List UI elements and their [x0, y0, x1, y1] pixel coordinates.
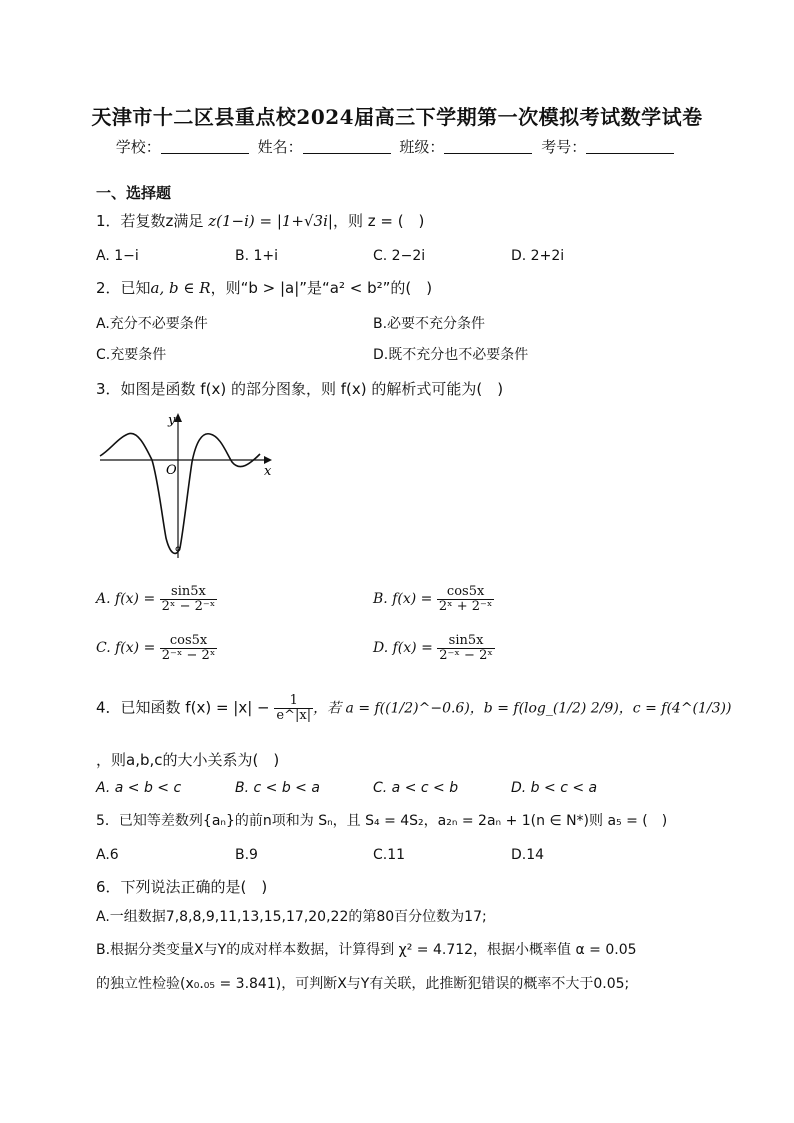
q1-expr: z(1−i) = |1+√3i| [208, 212, 333, 230]
q4-option-d[interactable]: D. b < c < a [511, 780, 598, 796]
class-blank[interactable] [444, 139, 532, 154]
q2-option-d[interactable]: D.既不充分也不必要条件 [373, 347, 529, 363]
q6-statement-b-line1: B.根据分类变量X与Y的成对样本数据，计算得到 χ² = 4.712，根据小概率值 α = 0.05 [96, 942, 637, 958]
q3-d-label: D. f(x) = [373, 640, 433, 657]
q4-fraction [274, 694, 313, 722]
q1-option-a[interactable]: A. 1−i [96, 248, 139, 264]
q4-option-b[interactable]: B. c < b < a [235, 780, 320, 796]
question-1 [96, 210, 424, 231]
q1-option-c[interactable]: C. 2−2i [373, 248, 426, 264]
school-blank[interactable] [161, 139, 249, 154]
q3-d-fraction [437, 634, 495, 662]
q2-vars: a, b ∈ R [150, 279, 211, 297]
q3-option-c[interactable] [96, 634, 217, 662]
y-label: y [168, 413, 176, 428]
q1-option-b[interactable]: B. 1+i [235, 248, 279, 264]
q2-option-c[interactable]: C.充要条件 [96, 347, 167, 363]
number-label: 考号： [541, 138, 587, 156]
question-5: 5．已知等差数列{aₙ}的前n项和为 Sₙ，且 S₄ = 4S₂，a₂ₙ = 2aₙ + 1(n ∈ N*)则 a₅ = ( ) [96, 813, 668, 829]
q3-d-den: 2⁻ˣ − 2ˣ [439, 647, 493, 663]
class-label: 班级： [399, 138, 445, 156]
x-label: x [264, 464, 272, 479]
q3-a-label: A. f(x) = [96, 591, 156, 608]
student-info-line [0, 136, 794, 157]
question-4 [96, 694, 731, 722]
q1-suffix: ，则 z = ( ) [332, 212, 425, 230]
q4-frac-num: 1 [274, 694, 313, 709]
q3-option-a[interactable] [96, 585, 217, 613]
q5-option-c[interactable]: C.11 [373, 847, 406, 863]
name-blank[interactable] [303, 139, 391, 154]
q3-d-num: sin5x [437, 634, 495, 649]
q3-b-label: B. f(x) = [373, 591, 433, 608]
question-2 [96, 277, 432, 298]
q3-a-fraction [160, 585, 218, 613]
q2-middle: ，则“b > |a|”是“a² < b²”的( ) [210, 279, 433, 297]
function-graph [96, 408, 276, 563]
q3-c-den: 2⁻ˣ − 2ˣ [161, 647, 216, 663]
q3-b-den: 2ˣ + 2⁻ˣ [438, 598, 493, 614]
q5-option-b[interactable]: B.9 [235, 847, 258, 863]
number-blank[interactable] [586, 139, 674, 154]
q6-statement-b-line2: 的独立性检验(x₀.₀₅ = 3.841)，可判断X与Y有关联，此推断犯错误的概率不大于0.05; [96, 976, 630, 992]
q4-prefix: 4．已知函数 f(x) = |x| − [96, 698, 270, 717]
q2-option-a[interactable]: A.充分不必要条件 [96, 316, 208, 332]
q3-b-fraction [437, 585, 495, 613]
q3-c-fraction [160, 634, 218, 662]
question-3: 3．如图是函数 f(x) 的部分图象，则 f(x) 的解析式可能为( ) [96, 380, 504, 398]
name-label: 姓名： [257, 138, 303, 156]
q4-line2: ，则a,b,c的大小关系为( ) [96, 751, 280, 769]
q3-option-b[interactable] [373, 585, 494, 613]
q4-frac-den: e^|x| [276, 707, 312, 723]
q2-prefix: 2．已知 [96, 279, 151, 297]
q2-option-b[interactable]: B.必要不充分条件 [373, 316, 486, 332]
q3-a-den: 2ˣ − 2⁻ˣ [161, 598, 216, 614]
q3-option-d[interactable] [373, 634, 495, 662]
q5-option-d[interactable]: D.14 [511, 847, 545, 863]
q4-conditions: ，若 a = f((1/2)^−0.6)，b = f(log_(1/2) 2/9)，c = f(4^(1/3)) [313, 700, 732, 717]
x-axis-arrow [264, 456, 272, 464]
section-title: 一、选择题 [96, 184, 172, 202]
q3-c-num: cos5x [160, 634, 218, 649]
q4-option-c[interactable]: C. a < c < b [373, 780, 459, 796]
q1-option-d[interactable]: D. 2+2i [511, 248, 565, 264]
question-6: 6．下列说法正确的是( ) [96, 878, 268, 896]
page-title: 天津市十二区县重点校2024届高三下学期第一次模拟考试数学试卷 [91, 105, 703, 129]
q3-a-num: sin5x [160, 585, 218, 600]
q5-option-a[interactable]: A.6 [96, 847, 119, 863]
origin-label: O [166, 463, 177, 478]
curve [100, 433, 260, 553]
q4-option-a[interactable]: A. a < b < c [96, 780, 182, 796]
q1-prefix: 1．若复数z满足 [96, 212, 204, 230]
school-label: 学校： [115, 138, 161, 156]
q3-b-num: cos5x [437, 585, 495, 600]
q6-statement-a: A.一组数据7,8,8,9,11,13,15,17,20,22的第80百分位数为17; [96, 909, 487, 925]
q3-c-label: C. f(x) = [96, 640, 156, 657]
